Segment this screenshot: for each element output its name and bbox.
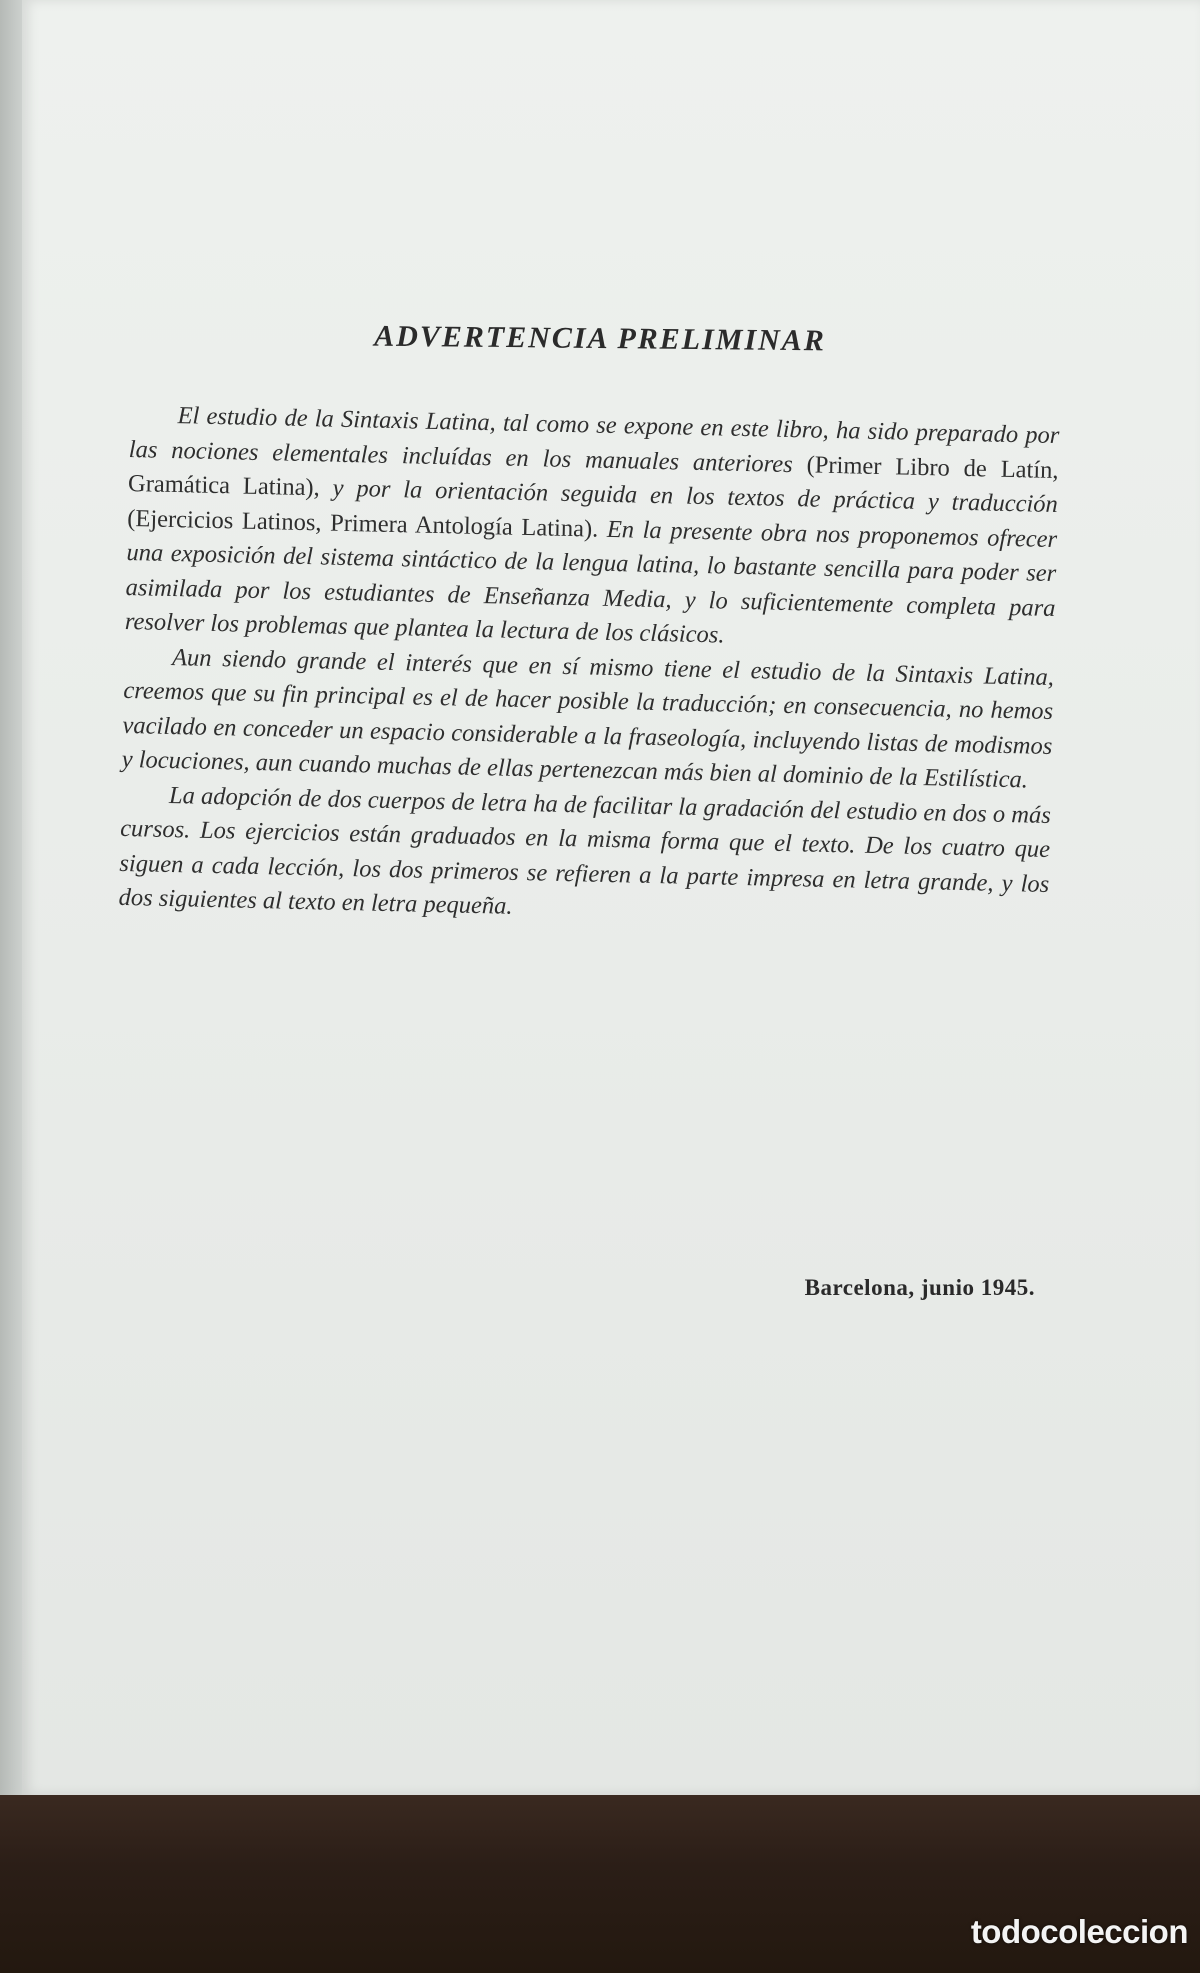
paragraph-2 (121, 639, 1054, 798)
watermark-logo: todocoleccion (970, 1913, 1188, 1950)
paragraph-3 (118, 777, 1051, 936)
text-run: (Ejercicios Latinos, Primera Antología Latina). (126, 504, 608, 543)
place-date-signature: Barcelona, junio 1945. (804, 1275, 1035, 1300)
text-run: El estudio de la Sintaxis Latina, tal como se expone en este libro, ha sido preparado por las nociones elementales incluídas en los manuales anteriores (128, 402, 1060, 478)
text-run: La adopción de dos cuerpos de letra ha de facilitar la gradación del estudio en dos o más cursos. Los ejercicios están graduados en la misma forma que el texto. De los cuatro que siguen a cada lección, los dos primeros se refieren a la parte impresa en letra grande, y los dos siguientes al texto en letra pequeña. (118, 781, 1052, 920)
text-run: (Primer Libro de Latín, Gramática Latina), (127, 450, 1059, 502)
text-run: En la presente obra nos proponemos ofrecer una exposición del sistema sintáctico de la lengua latina, lo bastante sencilla para poder ser asimilada por los estudiantes de Enseñanza Media, y lo suficientemente completa para resolver los problemas que plantea la lectura de los clásicos. (124, 515, 1058, 649)
page-heading: ADVERTENCIA PRELIMINAR (374, 319, 826, 358)
paragraph-1 (125, 398, 1060, 661)
text-run: Aun siendo grande el interés que en sí mismo tiene el estudio de la Sintaxis Latina, creemos que su fin principal es el de hacer posible la traducción; en consecuencia, no hemos vacilado en conceder un espacio considerable a la fraseología, incluyendo listas de modismos y locuciones, aun cuando muchas de ellas pertenezcan más bien al dominio de la Estilística. (121, 643, 1055, 794)
preface-body (118, 398, 1060, 936)
text-run: y por la orientación seguida en los textos de práctica y traducción (332, 474, 1059, 519)
